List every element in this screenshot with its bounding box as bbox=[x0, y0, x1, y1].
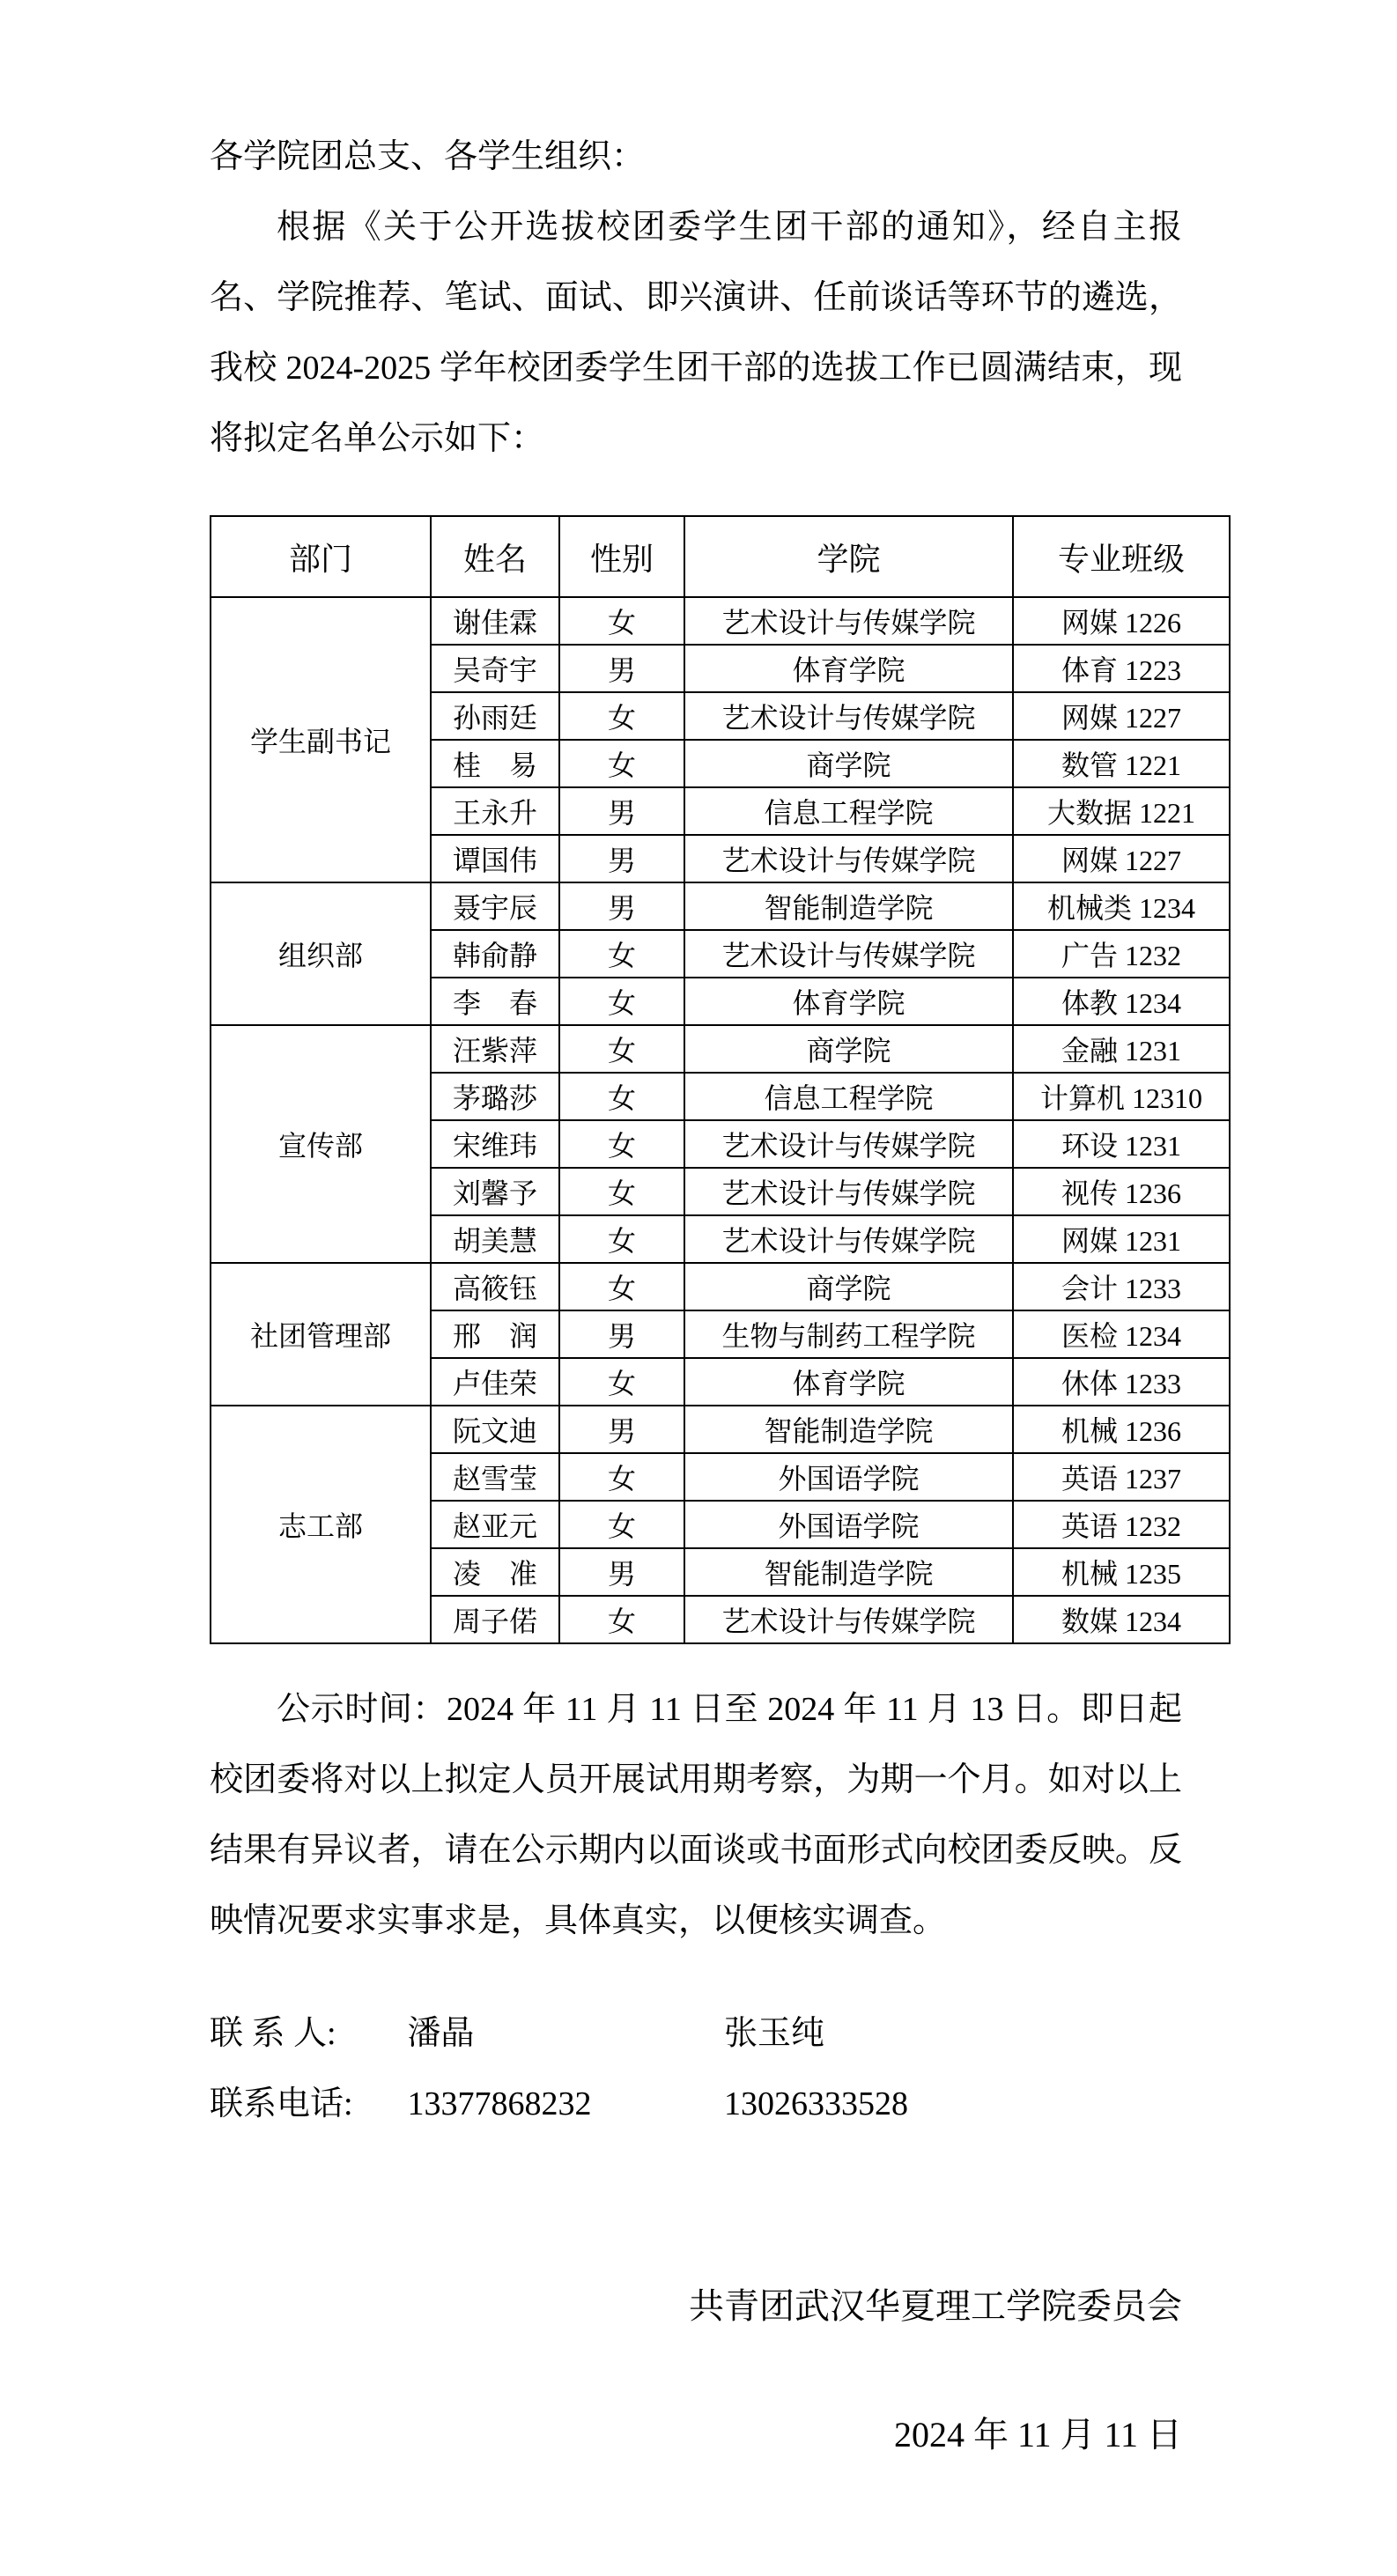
salutation: 各学院团总支、各学生组织： bbox=[210, 138, 646, 175]
class-cell: 网媒 1227 bbox=[1013, 692, 1230, 740]
name-cell: 赵亚元 bbox=[431, 1501, 559, 1548]
gender-cell: 女 bbox=[559, 1168, 684, 1215]
college-cell: 信息工程学院 bbox=[684, 787, 1013, 835]
contact-phone-row bbox=[210, 2069, 1182, 2139]
class-cell: 环设 1231 bbox=[1013, 1120, 1230, 1168]
class-cell: 体育 1223 bbox=[1013, 645, 1230, 692]
column-header-4: 专业班级 bbox=[1013, 516, 1230, 597]
college-cell: 智能制造学院 bbox=[684, 882, 1013, 930]
college-cell: 艺术设计与传媒学院 bbox=[684, 1168, 1013, 1215]
class-cell: 计算机 12310 bbox=[1013, 1073, 1230, 1120]
college-cell: 艺术设计与传媒学院 bbox=[684, 692, 1013, 740]
gender-cell: 男 bbox=[559, 1310, 684, 1358]
college-cell: 体育学院 bbox=[684, 1358, 1013, 1406]
contacts-block bbox=[210, 1998, 1182, 2139]
gender-cell: 女 bbox=[559, 692, 684, 740]
table-row bbox=[211, 1263, 1230, 1310]
name-cell: 谭国伟 bbox=[431, 835, 559, 882]
table-header-row bbox=[211, 516, 1230, 597]
class-cell: 数媒 1234 bbox=[1013, 1596, 1230, 1643]
college-cell: 艺术设计与传媒学院 bbox=[684, 1215, 1013, 1263]
contact-phone-1: 13377868232 bbox=[407, 2085, 592, 2122]
gender-cell: 女 bbox=[559, 1596, 684, 1643]
college-cell: 智能制造学院 bbox=[684, 1406, 1013, 1453]
name-cell: 李 春 bbox=[431, 978, 559, 1025]
name-cell: 卢佳荣 bbox=[431, 1358, 559, 1406]
college-cell: 商学院 bbox=[684, 740, 1013, 787]
roster-table bbox=[210, 515, 1231, 1644]
gender-cell: 男 bbox=[559, 645, 684, 692]
gender-cell: 男 bbox=[559, 835, 684, 882]
name-cell: 胡美慧 bbox=[431, 1215, 559, 1263]
class-cell: 体教 1234 bbox=[1013, 978, 1230, 1025]
gender-cell: 女 bbox=[559, 597, 684, 645]
class-cell: 网媒 1231 bbox=[1013, 1215, 1230, 1263]
gender-cell: 女 bbox=[559, 1120, 684, 1168]
class-cell: 英语 1232 bbox=[1013, 1501, 1230, 1548]
class-cell: 网媒 1226 bbox=[1013, 597, 1230, 645]
name-cell: 王永升 bbox=[431, 787, 559, 835]
column-header-2: 性别 bbox=[559, 516, 684, 597]
gender-cell: 女 bbox=[559, 1501, 684, 1548]
table-row bbox=[211, 882, 1230, 930]
gender-cell: 男 bbox=[559, 882, 684, 930]
class-cell: 网媒 1227 bbox=[1013, 835, 1230, 882]
department-cell: 宣传部 bbox=[211, 1025, 431, 1263]
gender-cell: 女 bbox=[559, 1025, 684, 1073]
gender-cell: 女 bbox=[559, 930, 684, 978]
college-cell: 信息工程学院 bbox=[684, 1073, 1013, 1120]
contact-person-label: 联 系 人: bbox=[210, 2015, 336, 2052]
table-row bbox=[211, 597, 1230, 645]
gender-cell: 男 bbox=[559, 1406, 684, 1453]
college-cell: 外国语学院 bbox=[684, 1501, 1013, 1548]
class-cell: 机械类 1234 bbox=[1013, 882, 1230, 930]
class-cell: 数管 1221 bbox=[1013, 740, 1230, 787]
name-cell: 赵雪莹 bbox=[431, 1453, 559, 1501]
gender-cell: 男 bbox=[559, 787, 684, 835]
contact-phone-2: 13026333528 bbox=[724, 2085, 908, 2122]
name-cell: 孙雨廷 bbox=[431, 692, 559, 740]
intro-paragraph: 根据《关于公开选拔校团委学生团干部的通知》，经自主报名、学院推荐、笔试、面试、即兴演讲、任前谈话等环节的遴选，我校 2024-2025 学年校团委学生团干部的选拔工作已圆满结束，现将拟定名单公示如下： bbox=[210, 209, 1182, 457]
name-cell: 汪紫萍 bbox=[431, 1025, 559, 1073]
college-cell: 智能制造学院 bbox=[684, 1548, 1013, 1596]
table-row bbox=[211, 1025, 1230, 1073]
class-cell: 视传 1236 bbox=[1013, 1168, 1230, 1215]
department-cell: 社团管理部 bbox=[211, 1263, 431, 1406]
signature-org: 共青团武汉华夏理工学院委员会 bbox=[689, 2286, 1182, 2326]
gender-cell: 女 bbox=[559, 1073, 684, 1120]
class-cell: 机械 1235 bbox=[1013, 1548, 1230, 1596]
gender-cell: 女 bbox=[559, 1453, 684, 1501]
class-cell: 金融 1231 bbox=[1013, 1025, 1230, 1073]
class-cell: 英语 1237 bbox=[1013, 1453, 1230, 1501]
department-cell: 学生副书记 bbox=[211, 597, 431, 882]
name-cell: 谢佳霖 bbox=[431, 597, 559, 645]
college-cell: 生物与制药工程学院 bbox=[684, 1310, 1013, 1358]
column-header-0: 部门 bbox=[211, 516, 431, 597]
gender-cell: 女 bbox=[559, 1215, 684, 1263]
name-cell: 桂 易 bbox=[431, 740, 559, 787]
table-row bbox=[211, 1406, 1230, 1453]
college-cell: 体育学院 bbox=[684, 645, 1013, 692]
signature-date: 2024 年 11 月 11 日 bbox=[893, 2415, 1182, 2454]
closing-paragraph: 公示时间：2024 年 11 月 11 日至 2024 年 11 月 13 日。即日起校团委将对以上拟定人员开展试用期考察，为期一个月。如对以上结果有异议者，请在公示期内以面谈或书面形式向校团委反映。反映情况要求实事求是，具体真实，以便核实调查。 bbox=[210, 1691, 1182, 1939]
college-cell: 商学院 bbox=[684, 1263, 1013, 1310]
college-cell: 艺术设计与传媒学院 bbox=[684, 930, 1013, 978]
contact-person-1: 潘晶 bbox=[407, 2015, 475, 2052]
college-cell: 艺术设计与传媒学院 bbox=[684, 1120, 1013, 1168]
college-cell: 体育学院 bbox=[684, 978, 1013, 1025]
gender-cell: 女 bbox=[559, 1358, 684, 1406]
name-cell: 聂宇辰 bbox=[431, 882, 559, 930]
college-cell: 艺术设计与传媒学院 bbox=[684, 1596, 1013, 1643]
department-cell: 组织部 bbox=[211, 882, 431, 1025]
name-cell: 邢 润 bbox=[431, 1310, 559, 1358]
contact-phone-label: 联系电话: bbox=[210, 2085, 353, 2122]
class-cell: 广告 1232 bbox=[1013, 930, 1230, 978]
class-cell: 医检 1234 bbox=[1013, 1310, 1230, 1358]
name-cell: 凌 准 bbox=[431, 1548, 559, 1596]
class-cell: 机械 1236 bbox=[1013, 1406, 1230, 1453]
gender-cell: 女 bbox=[559, 740, 684, 787]
college-cell: 艺术设计与传媒学院 bbox=[684, 835, 1013, 882]
class-cell: 大数据 1221 bbox=[1013, 787, 1230, 835]
name-cell: 茅璐莎 bbox=[431, 1073, 559, 1120]
name-cell: 高筱钰 bbox=[431, 1263, 559, 1310]
column-header-3: 学院 bbox=[684, 516, 1013, 597]
department-cell: 志工部 bbox=[211, 1406, 431, 1643]
contact-person-row bbox=[210, 1998, 1182, 2069]
college-cell: 艺术设计与传媒学院 bbox=[684, 597, 1013, 645]
name-cell: 周子偌 bbox=[431, 1596, 559, 1643]
gender-cell: 女 bbox=[559, 1263, 684, 1310]
gender-cell: 男 bbox=[559, 1548, 684, 1596]
gender-cell: 女 bbox=[559, 978, 684, 1025]
name-cell: 刘馨予 bbox=[431, 1168, 559, 1215]
column-header-1: 姓名 bbox=[431, 516, 559, 597]
class-cell: 会计 1233 bbox=[1013, 1263, 1230, 1310]
name-cell: 宋维玮 bbox=[431, 1120, 559, 1168]
class-cell: 休体 1233 bbox=[1013, 1358, 1230, 1406]
name-cell: 吴奇宇 bbox=[431, 645, 559, 692]
contact-person-2: 张玉纯 bbox=[724, 2015, 825, 2052]
college-cell: 商学院 bbox=[684, 1025, 1013, 1073]
name-cell: 韩俞静 bbox=[431, 930, 559, 978]
college-cell: 外国语学院 bbox=[684, 1453, 1013, 1501]
name-cell: 阮文迪 bbox=[431, 1406, 559, 1453]
